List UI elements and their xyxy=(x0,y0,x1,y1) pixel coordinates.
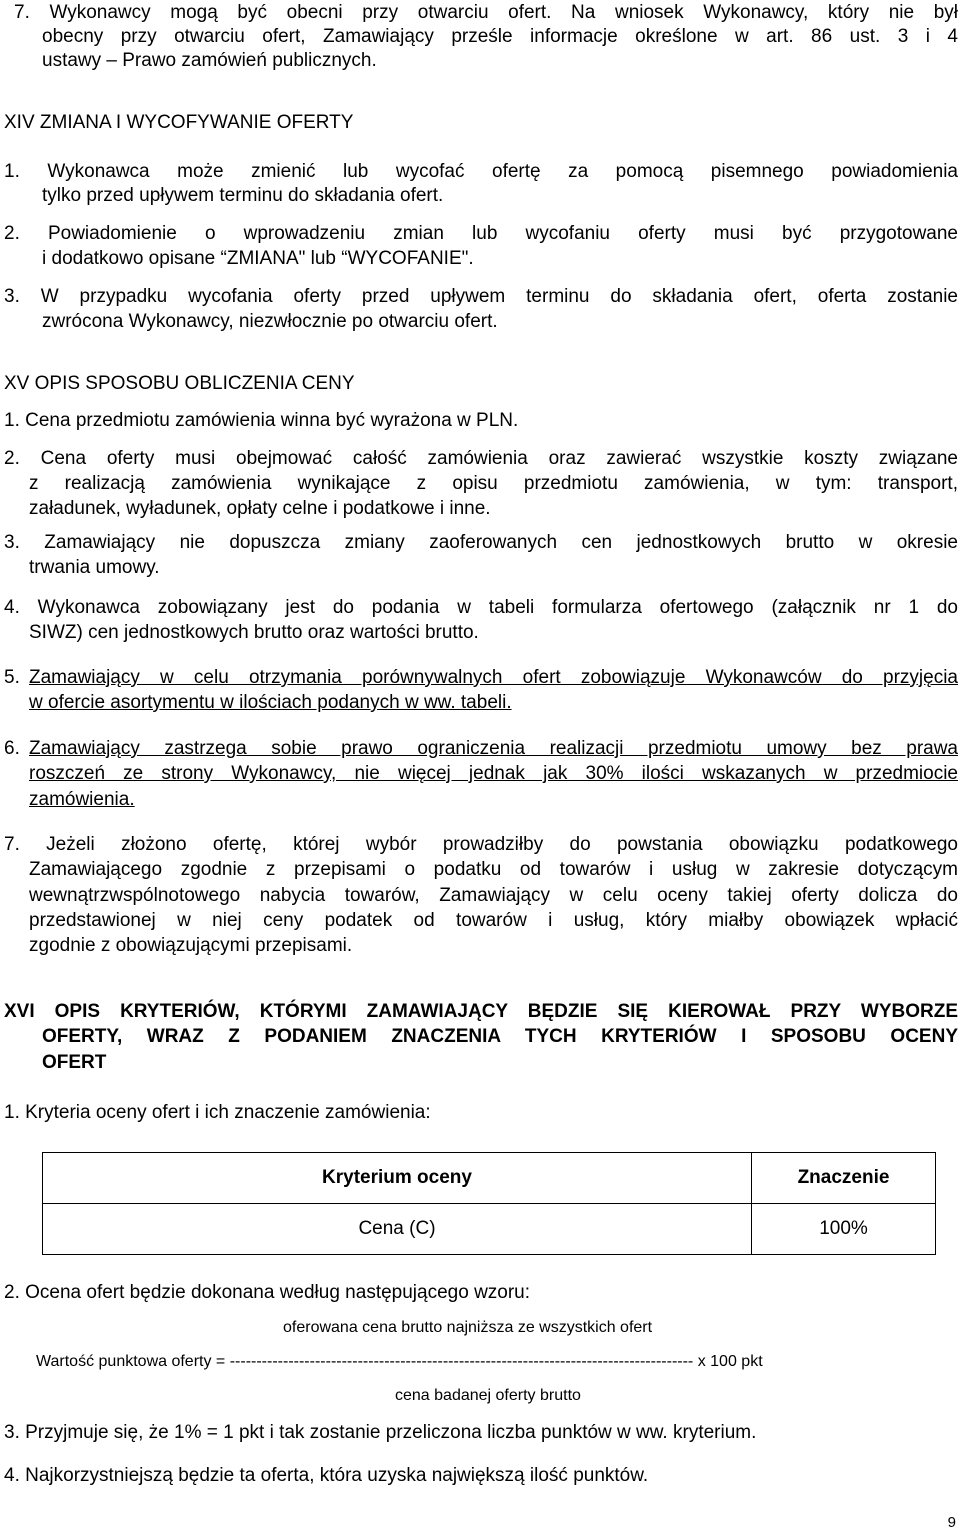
s15-item6-line2: roszczeń ze strony Wykonawcy, nie więcej jednak jak 30% ilości wskazanych w przedmiocie xyxy=(29,763,958,784)
s15-item6-line3: zamówienia. xyxy=(29,789,135,810)
s15-item5-line2: w ofercie asortymentu w ilościach podanych w ww. tabeli. xyxy=(29,692,512,713)
s15-item5-number: 5. xyxy=(4,667,20,688)
s15-item2-line3: załadunek, wyładunek, opłaty celne i podatkowe i inne. xyxy=(29,498,491,519)
item7-line3: ustawy – Prawo zamówień publicznych. xyxy=(42,50,377,71)
s16-item2: 2. Ocena ofert będzie dokonana według następującego wzoru: xyxy=(4,1282,531,1303)
section-16-heading-line3: OFERT xyxy=(42,1052,107,1073)
s15-item3-line1: 3. Zamawiający nie dopuszcza zmiany zaoferowanych cen jednostkowych brutto w okresie xyxy=(4,532,958,553)
item7-line1: 7. Wykonawcy mogą być obecni przy otwarciu ofert. Na wniosek Wykonawcy, który nie był xyxy=(14,2,958,23)
s15-item5-line1: Zamawiający w celu otrzymania porównywalnych ofert zobowiązuje Wykonawców do przyjęcia xyxy=(29,667,958,688)
section-14-heading: XIV ZMIANA I WYCOFYWANIE OFERTY xyxy=(4,112,354,133)
formula-denominator: cena badanej oferty brutto xyxy=(395,1387,581,1404)
item7-line2: obecny przy otwarciu ofert, Zamawiający prześle informacje określone w art. 86 ust. 3 i 4 xyxy=(42,26,958,47)
table-row xyxy=(43,1204,936,1255)
s15-item3-line2: trwania umowy. xyxy=(29,557,160,578)
s15-item6-line1: Zamawiający zastrzega sobie prawo ograniczenia realizacji przedmiotu umowy bez prawa xyxy=(29,738,958,759)
s14-item1-line2: tylko przed upływem terminu do składania ofert. xyxy=(42,185,444,206)
formula-numerator: oferowana cena brutto najniższa ze wszystkich ofert xyxy=(283,1319,653,1336)
s15-item7-line4: przedstawionej w niej ceny podatek od towarów i usług, który miałby obowiązek wpłacić xyxy=(29,910,958,931)
table-header-criterion: Kryterium oceny xyxy=(43,1153,752,1204)
section-15-heading: XV OPIS SPOSOBU OBLICZENIA CENY xyxy=(4,373,355,394)
formula-line: Wartość punktowa oferty = --------------------------------------------------------------------------------------- x 100 pkt xyxy=(36,1353,763,1370)
s15-item6-number: 6. xyxy=(4,738,20,759)
table-cell-criterion: Cena (C) xyxy=(43,1204,752,1255)
criteria-table xyxy=(42,1152,936,1255)
s16-item3: 3. Przyjmuje się, że 1% = 1 pkt i tak zostanie przeliczona liczba punktów w ww. kryterium. xyxy=(4,1422,757,1443)
s16-item4: 4. Najkorzystniejszą będzie ta oferta, która uzyska największą ilość punktów. xyxy=(4,1465,649,1486)
s14-item2-line1: 2. Powiadomienie o wprowadzeniu zmian lub wycofaniu oferty musi być przygotowane xyxy=(4,223,958,244)
s15-item7-line2: Zamawiającego zgodnie z przepisami o podatku od towarów i usług w zakresie dotyczącym xyxy=(29,859,958,880)
section-16-heading-line1: XVI OPIS KRYTERIÓW, KTÓRYMI ZAMAWIAJĄCY BĘDZIE SIĘ KIEROWAŁ PRZY WYBORZE xyxy=(4,1001,958,1022)
s15-item2-line1: 2. Cena oferty musi obejmować całość zamówienia oraz zawierać wszystkie koszty związane xyxy=(4,448,958,469)
section-16-heading-line2: OFERTY, WRAZ Z PODANIEM ZNACZENIA TYCH KRYTERIÓW I SPOSOBU OCENY xyxy=(42,1026,958,1047)
table-header-weight: Znaczenie xyxy=(752,1153,936,1204)
s15-item7-line1: 7. Jeżeli złożono ofertę, której wybór prowadziłby do powstania obowiązku podatkowego xyxy=(4,834,958,855)
s14-item3-line2: zwrócona Wykonawcy, niezwłocznie po otwarciu ofert. xyxy=(42,311,498,332)
s14-item1-line1: 1. Wykonawca może zmienić lub wycofać ofertę za pomocą pisemnego powiadomienia xyxy=(4,161,958,182)
page-number: 9 xyxy=(947,1514,956,1531)
s15-item1: 1. Cena przedmiotu zamówienia winna być wyrażona w PLN. xyxy=(4,410,519,431)
s16-item1: 1. Kryteria oceny ofert i ich znaczenie zamówienia: xyxy=(4,1102,431,1123)
table-header-row xyxy=(43,1153,936,1204)
s14-item3-line1: 3. W przypadku wycofania oferty przed upływem terminu do składania ofert, oferta zostanie xyxy=(4,286,958,307)
s15-item2-line2: z realizacją zamówienia wynikające z opisu przedmiotu zamówienia, w tym: transport, xyxy=(29,473,958,494)
s15-item4-line2: SIWZ) cen jednostkowych brutto oraz wartości brutto. xyxy=(29,622,479,643)
s15-item4-line1: 4. Wykonawca zobowiązany jest do podania w tabeli formularza ofertowego (załącznik nr 1 do xyxy=(4,597,958,618)
s14-item2-line2: i dodatkowo opisane “ZMIANA" lub “WYCOFANIE". xyxy=(42,248,474,269)
s15-item7-line5: zgodnie z obowiązującymi przepisami. xyxy=(29,935,353,956)
table-cell-weight: 100% xyxy=(752,1204,936,1255)
s15-item7-line3: wewnątrzwspólnotowego nabycia towarów, Zamawiający w celu oceny takiej oferty dolicza do xyxy=(29,885,958,906)
